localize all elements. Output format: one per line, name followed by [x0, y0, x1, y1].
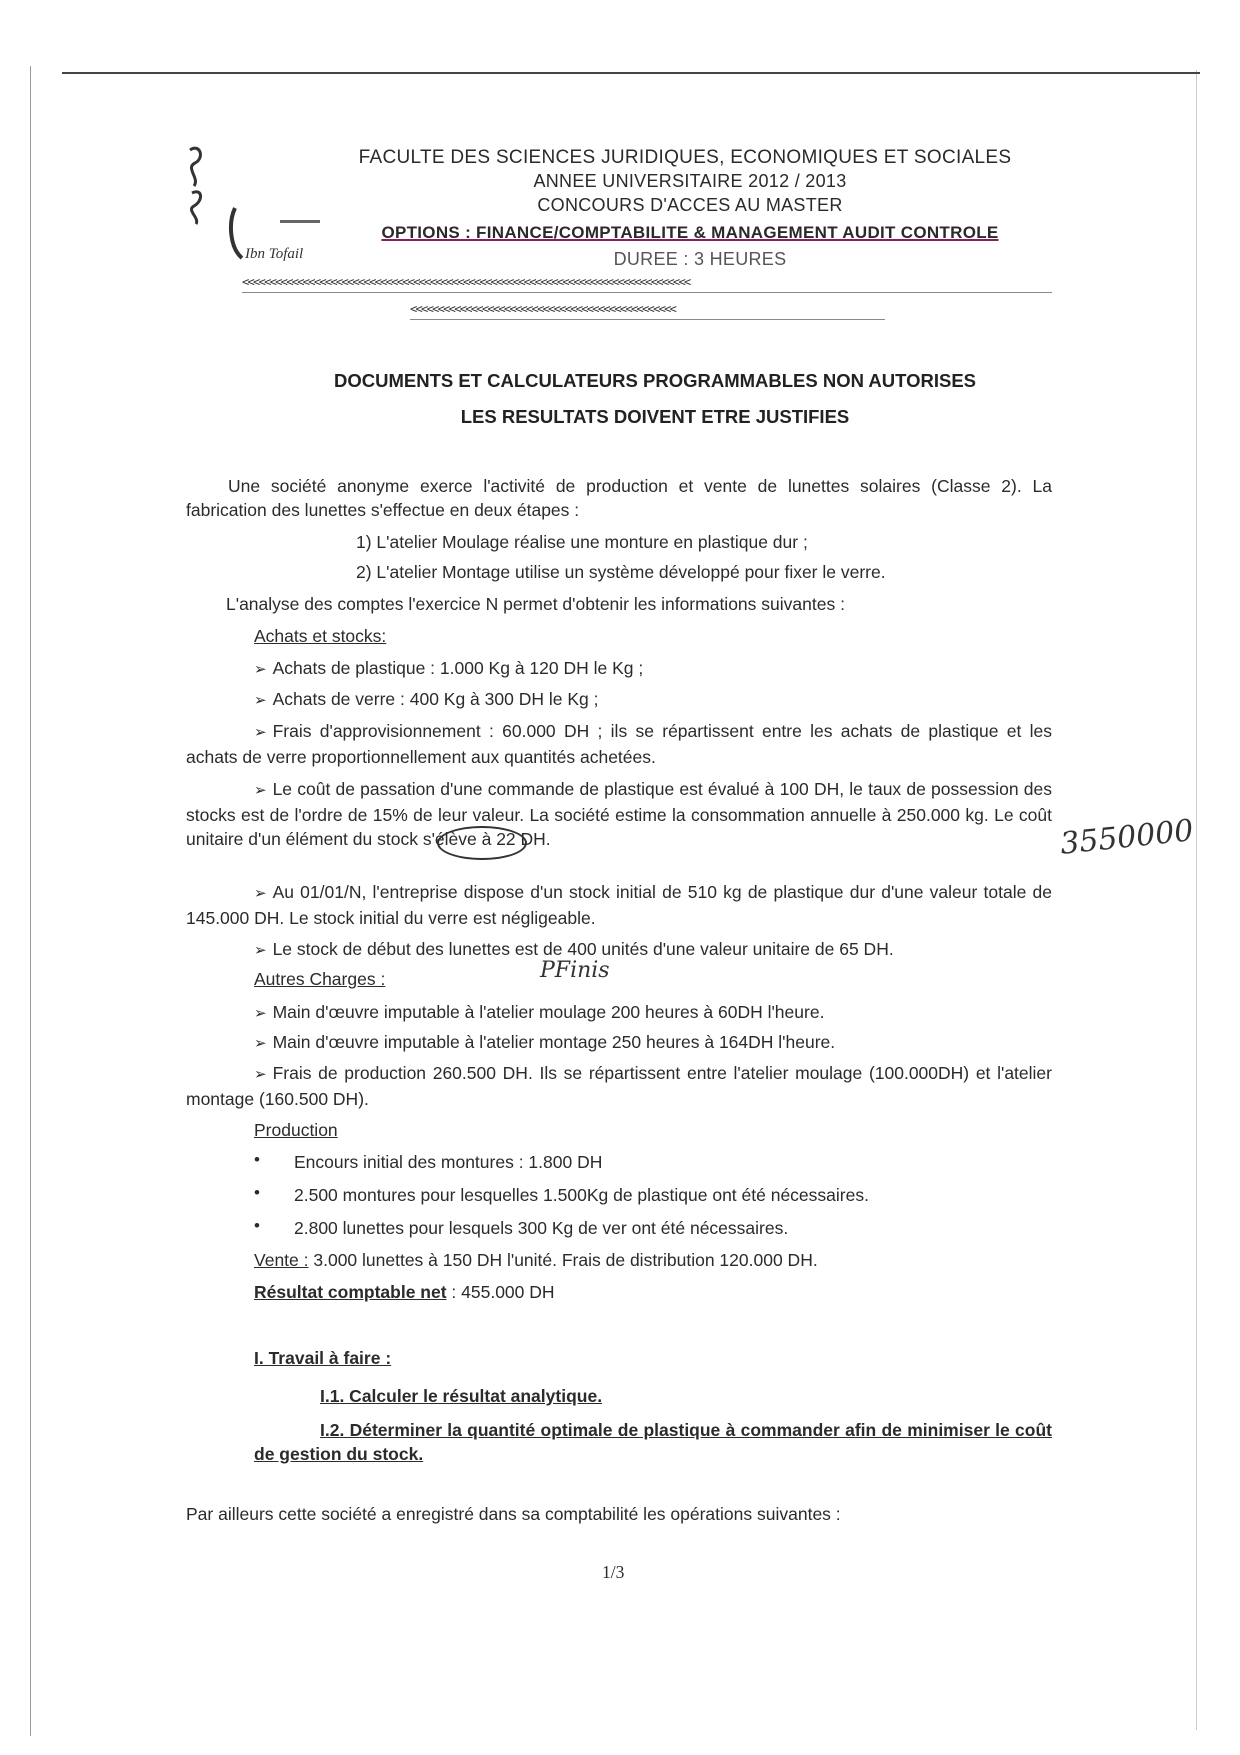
achats-item-3: ➢ Frais d'approvisionnement : 60.000 DH ; ils se répartissent entre les achats de plastique et les achats de verre proportionnellement aux quantités achetées.	[186, 721, 1052, 767]
arrow-bullet-icon: ➢	[254, 692, 267, 709]
page-top-rule	[62, 72, 1200, 74]
achats-heading: Achats et stocks:	[254, 626, 387, 646]
arrow-bullet-icon: ➢	[254, 1035, 267, 1052]
achats-item-6: ➢ Le stock de début des lunettes est de 400 unités d'une valeur unitaire de 65 DH.	[254, 939, 894, 959]
achats-item-5: ➢ Au 01/01/N, l'entreprise dispose d'un stock initial de 510 kg de plastique dur d'une valeur totale de 145.000 DH. Le stock initial du verre est négligeable.	[186, 882, 1052, 928]
charges-item-3: ➢ Frais de production 260.500 DH. Ils se répartissent entre l'atelier moulage (100.000DH) et l'atelier montage (160.500 DH).	[186, 1063, 1052, 1109]
production-item-3: 2.800 lunettes pour lesquels 300 Kg de ver ont été nécessaires.	[294, 1218, 789, 1238]
bullet-icon: •	[254, 1150, 260, 1169]
contest-title: CONCOURS D'ACCES AU MASTER	[537, 195, 843, 215]
production-item-2: 2.500 montures pour lesquelles 1.500Kg de plastique ont été nécessaires.	[294, 1185, 869, 1205]
rules-title-1: DOCUMENTS ET CALCULATEURS PROGRAMMABLES NON AUTORISES	[333, 370, 977, 391]
step-1: 1) L'atelier Moulage réalise une monture en plastique dur ;	[356, 532, 808, 552]
achats-item-2: ➢ Achats de verre : 400 Kg à 300 DH le Kg ;	[254, 689, 599, 709]
resultat-line: Résultat comptable net : 455.000 DH	[254, 1282, 555, 1302]
handwritten-pfinis: PFinis	[540, 958, 610, 983]
arrow-bullet-icon: ➢	[254, 782, 267, 799]
page-left-edge	[30, 66, 31, 1736]
arrow-bullet-icon: ➢	[254, 942, 267, 959]
production-item-1: Encours initial des montures : 1.800 DH	[294, 1152, 603, 1172]
page-right-edge	[1196, 70, 1197, 1730]
intro-paragraph: Une société anonyme exerce l'activité de production et vente de lunettes solaires (Classe 2). La fabrication des lunettes s'effectue en deux étapes :	[186, 476, 1052, 520]
bullet-icon: •	[254, 1183, 260, 1202]
rules-title-2: LES RESULTATS DOIVENT ETRE JUSTIFIES	[460, 406, 850, 427]
faculty-name: FACULTE DES SCIENCES JURIDIQUES, ECONOMIQUES ET SOCIALES	[358, 147, 1012, 168]
arrow-bullet-icon: ➢	[254, 661, 267, 678]
vente-line: Vente : 3.000 lunettes à 150 DH l'unité. Frais de distribution 120.000 DH.	[254, 1250, 818, 1270]
options-line: OPTIONS : FINANCE/COMPTABILITE & MANAGEMENT AUDIT CONTROLE	[381, 223, 999, 242]
charges-item-1: ➢ Main d'œuvre imputable à l'atelier moulage 200 heures à 60DH l'heure.	[254, 1002, 825, 1022]
achats-item-4: ➢ Le coût de passation d'une commande de plastique est évalué à 100 DH, le taux de possession des stocks est de l'ordre de 15% de leur valeur. La société estime la consommation annuelle à 250.000 kg. Le coût unitaire d'un élément du stock s'élève à 22 DH.	[186, 779, 1052, 849]
academic-year: ANNEE UNIVERSITAIRE 2012 / 2013	[533, 171, 847, 191]
arrow-bullet-icon: ➢	[254, 1066, 267, 1083]
arrow-bullet-icon: ➢	[254, 885, 267, 902]
charges-item-2: ➢ Main d'œuvre imputable à l'atelier montage 250 heures à 164DH l'heure.	[254, 1032, 836, 1052]
analysis-intro: L'analyse des comptes l'exercice N permet d'obtenir les informations suivantes :	[226, 594, 845, 614]
page-number: 1/3	[602, 1562, 625, 1582]
achats-item-1: ➢ Achats de plastique : 1.000 Kg à 120 DH le Kg ;	[254, 658, 644, 678]
bullet-icon: •	[254, 1216, 260, 1235]
separator-long: <<<<<<<<<<<<<<<<<<<<<<<<<<<<<<<<<<<<<<<<<<<<<<<<<<<<<<<<<<<<<<<<<<<<<<<<<<<<<<<<<	[242, 275, 1052, 293]
production-heading: Production	[254, 1120, 338, 1140]
duration-line: DUREE : 3 HEURES	[613, 249, 787, 269]
handwritten-circle	[437, 826, 527, 860]
step-2: 2) L'atelier Montage utilise un système développé pour fixer le verre.	[356, 562, 886, 582]
outro-paragraph: Par ailleurs cette société a enregistré dans sa comptabilité les opérations suivantes :	[186, 1504, 841, 1524]
logo-caption: Ibn Tofail	[245, 246, 304, 262]
separator-short: <<<<<<<<<<<<<<<<<<<<<<<<<<<<<<<<<<<<<<<<<<<<<<<<	[410, 302, 885, 320]
handwritten-margin-number: 3550000	[1058, 813, 1196, 862]
arrow-bullet-icon: ➢	[254, 724, 267, 741]
question-2: I.2. Déterminer la quantité optimale de plastique à commander afin de minimiser le coût de gestion du stock.	[254, 1420, 1052, 1464]
charges-heading: Autres Charges :	[254, 969, 386, 989]
question-1: I.1. Calculer le résultat analytique.	[320, 1386, 603, 1406]
travail-heading: I. Travail à faire :	[254, 1348, 392, 1368]
arrow-bullet-icon: ➢	[254, 1005, 267, 1022]
